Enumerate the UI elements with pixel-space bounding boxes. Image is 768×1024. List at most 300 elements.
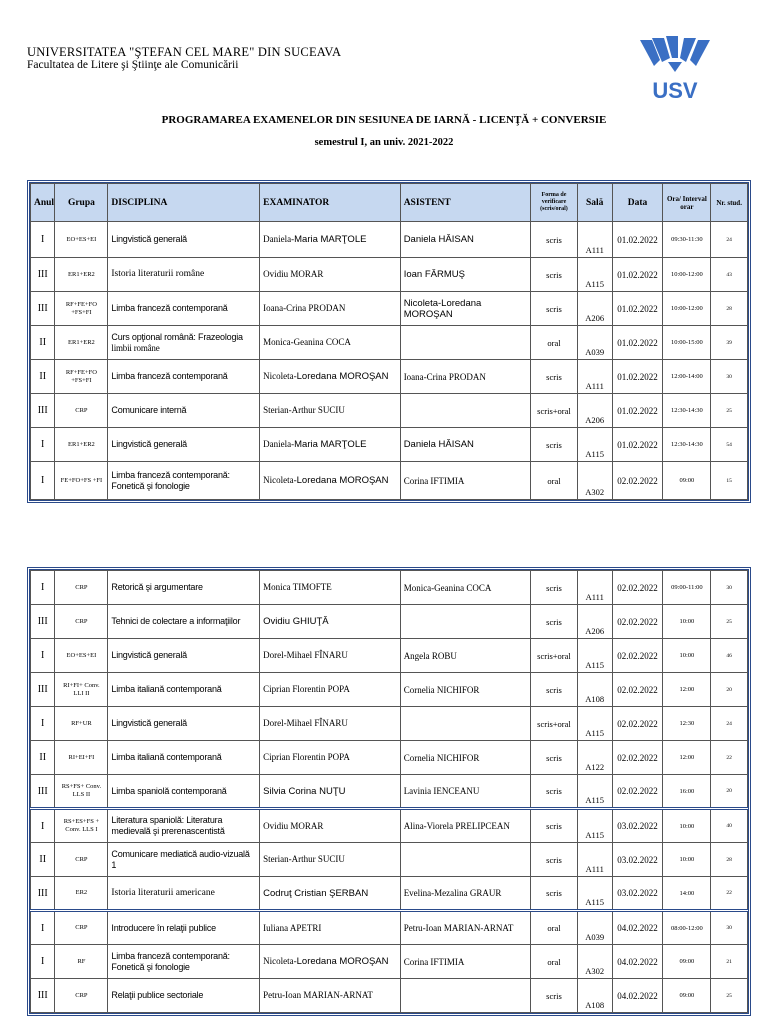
university-name: UNIVERSITATEA "ŞTEFAN CEL MARE" DIN SUCEAVA	[27, 45, 342, 59]
discipline-name: Lingvistică generală	[111, 718, 187, 728]
date-cell: 01.02.2022	[612, 326, 663, 360]
examiner-cell	[260, 326, 401, 360]
exam-form-cell: scris	[531, 673, 578, 707]
exam-form-cell: scris	[531, 877, 578, 911]
exam-form-cell: scris	[531, 292, 578, 326]
year-cell: III	[31, 979, 55, 1013]
students-cell: 40	[711, 809, 748, 843]
year-cell: II	[31, 843, 55, 877]
discipline-name-line2: Fonetică şi fonologie	[111, 961, 190, 972]
examiner-name-part: Maria MARŢOLE	[294, 234, 367, 245]
date-cell: 02.02.2022	[612, 775, 663, 809]
group-cell: RF+UR	[55, 707, 108, 741]
assistant-cell: Nicoleta-Loredana MOROŞAN	[400, 292, 530, 326]
date-cell: 01.02.2022	[612, 394, 663, 428]
examiner-cell	[260, 979, 401, 1013]
examiner-name-part: Ovidiu MORAR	[263, 269, 324, 279]
table-row	[31, 707, 748, 741]
exam-form-cell: scris	[531, 360, 578, 394]
discipline-name: Limba franceză contemporană	[111, 371, 228, 381]
table-row	[31, 741, 748, 775]
col-anul: Anul	[31, 184, 55, 222]
group-cell: CRP	[55, 571, 108, 605]
col-nr-stud: Nr. stud.	[711, 184, 748, 222]
discipline-name-line2: limbii române	[111, 342, 160, 353]
table-row	[31, 428, 748, 462]
exam-form-cell: oral	[531, 462, 578, 500]
table-row	[31, 911, 748, 945]
group-cell: ER1+ER2	[55, 428, 108, 462]
examiner-name-part: Monica-Geanina COCA	[263, 337, 351, 347]
group-cell: EO+ES+EI	[55, 639, 108, 673]
table-row	[31, 222, 748, 258]
assistant-cell	[400, 843, 530, 877]
students-cell: 24	[711, 707, 748, 741]
assistant-cell: Angela ROBU	[400, 639, 530, 673]
students-cell: 20	[711, 673, 748, 707]
room-cell: A111	[577, 843, 612, 877]
year-cell: I	[31, 571, 55, 605]
assistant-cell: Monica-Geanina COCA	[400, 571, 530, 605]
students-cell: 15	[711, 462, 748, 500]
time-cell: 10:00	[663, 809, 711, 843]
students-cell: 30	[711, 571, 748, 605]
discipline-name: Limba italiană contemporană	[111, 684, 222, 694]
examiner-cell	[260, 877, 401, 911]
time-cell: 12:30	[663, 707, 711, 741]
table-row	[31, 462, 748, 500]
discipline-cell	[108, 707, 260, 741]
group-cell: ER1+ER2	[55, 258, 108, 292]
discipline-cell	[108, 843, 260, 877]
students-cell: 22	[711, 741, 748, 775]
group-cell: RS+FS+ Conv. LLS II	[55, 775, 108, 809]
discipline-cell	[108, 741, 260, 775]
room-cell: A115	[577, 639, 612, 673]
examiner-cell	[260, 673, 401, 707]
students-cell: 46	[711, 639, 748, 673]
table-row	[31, 326, 748, 360]
assistant-cell: Cornelia NICHIFOR	[400, 741, 530, 775]
assistant-cell: Alina-Viorela PRELIPCEAN	[400, 809, 530, 843]
time-cell: 10:00-12:00	[663, 292, 711, 326]
discipline-name: Lingvistică generală	[111, 234, 187, 244]
students-cell: 39	[711, 326, 748, 360]
group-cell: RI+FI+ Conv. LLI II	[55, 673, 108, 707]
students-cell: 28	[711, 292, 748, 326]
discipline-name: Curs opţional română: Frazeologia	[111, 331, 243, 342]
group-cell: RF+FE+FO +FS+FI	[55, 292, 108, 326]
examiner-cell	[260, 292, 401, 326]
examiner-name-part: Iuliana APETRI	[263, 922, 322, 933]
assistant-cell: Cornelia NICHIFOR	[400, 673, 530, 707]
time-cell: 09:00	[663, 979, 711, 1013]
time-cell: 12:30-14:30	[663, 394, 711, 428]
time-cell: 09:00-11:00	[663, 571, 711, 605]
group-cell: CRP	[55, 394, 108, 428]
assistant-cell	[400, 979, 530, 1013]
discipline-name: Lingvistică generală	[111, 650, 187, 660]
table-row	[31, 360, 748, 394]
discipline-cell	[108, 809, 260, 843]
assistant-cell	[400, 394, 530, 428]
table-row	[31, 292, 748, 326]
col-grupa: Grupa	[55, 184, 108, 222]
discipline-name: Retorică şi argumentare	[111, 582, 203, 592]
year-cell: I	[31, 462, 55, 500]
time-cell: 10:00	[663, 843, 711, 877]
examiner-cell	[260, 222, 401, 258]
examiner-cell	[260, 911, 401, 945]
discipline-cell	[108, 428, 260, 462]
group-cell: CRP	[55, 843, 108, 877]
discipline-name: Comunicare mediatică audio-vizuală	[111, 848, 250, 859]
exam-form-cell: oral	[531, 945, 578, 979]
assistant-cell: Daniela HĂISAN	[400, 428, 530, 462]
examiner-name-part: Dorel-Mihael FÎNARU	[263, 650, 348, 660]
examiner-name-part: Ovidiu GHIUŢĂ	[263, 616, 329, 627]
discipline-cell	[108, 292, 260, 326]
room-cell: A115	[577, 428, 612, 462]
discipline-cell	[108, 258, 260, 292]
examiner-cell	[260, 258, 401, 292]
time-cell: 09:00	[663, 462, 711, 500]
assistant-cell: Daniela HĂISAN	[400, 222, 530, 258]
date-cell: 02.02.2022	[612, 707, 663, 741]
examiner-name-part: Loredana MOROŞAN	[296, 371, 389, 382]
discipline-name: Limba italiană contemporană	[111, 752, 222, 762]
time-cell: 10:00	[663, 639, 711, 673]
room-cell: A206	[577, 292, 612, 326]
date-cell: 04.02.2022	[612, 979, 663, 1013]
discipline-cell	[108, 360, 260, 394]
discipline-cell	[108, 462, 260, 500]
year-cell: I	[31, 428, 55, 462]
document-subtitle: semestrul I, an univ. 2021-2022	[314, 137, 454, 148]
year-cell: I	[31, 945, 55, 979]
discipline-name: Istoria literaturii române	[111, 269, 205, 279]
discipline-name-line2: medievală şi prerenascentistă	[111, 826, 225, 836]
year-cell: III	[31, 877, 55, 911]
examiner-name-part: Sterian-Arthur SUCIU	[263, 854, 345, 864]
time-cell: 12:00	[663, 673, 711, 707]
table-row	[31, 843, 748, 877]
examiner-cell	[260, 428, 401, 462]
room-cell: A115	[577, 707, 612, 741]
discipline-name: Limba franceză contemporană:	[111, 950, 230, 961]
table-row	[31, 605, 748, 639]
students-cell: 25	[711, 605, 748, 639]
group-cell: RS+ES+FS + Conv. LLS I	[55, 809, 108, 843]
exam-form-cell: scris	[531, 843, 578, 877]
discipline-cell	[108, 571, 260, 605]
exam-form-cell: scris	[531, 222, 578, 258]
examiner-name-part: Loredana MOROŞAN	[296, 956, 389, 967]
assistant-cell	[400, 605, 530, 639]
time-cell: 10:00	[663, 605, 711, 639]
year-cell: II	[31, 360, 55, 394]
date-cell: 03.02.2022	[612, 809, 663, 843]
examiner-cell	[260, 394, 401, 428]
examiner-name-part: Dorel-Mihael FÎNARU	[263, 718, 348, 728]
discipline-cell	[108, 673, 260, 707]
assistant-cell: Petru-Ioan MARIAN-ARNAT	[400, 911, 530, 945]
date-cell: 04.02.2022	[612, 911, 663, 945]
year-cell: III	[31, 258, 55, 292]
table-row	[31, 809, 748, 843]
room-cell: A115	[577, 877, 612, 911]
table-row	[31, 258, 748, 292]
table-row	[31, 775, 748, 809]
examiner-name-part: Nicoleta-	[263, 956, 297, 966]
group-cell: FE+FO+FS +FI	[55, 462, 108, 500]
discipline-cell	[108, 222, 260, 258]
discipline-name: Limba franceză contemporană:	[111, 469, 230, 480]
assistant-cell: Lavinia IENCEANU	[400, 775, 530, 809]
exam-form-cell: scris	[531, 605, 578, 639]
examiner-name-part: Codruţ Cristian ŞERBAN	[263, 887, 369, 899]
date-cell: 02.02.2022	[612, 673, 663, 707]
room-cell: A206	[577, 394, 612, 428]
date-cell: 01.02.2022	[612, 258, 663, 292]
assistant-cell	[400, 326, 530, 360]
room-cell: A206	[577, 605, 612, 639]
students-cell: 30	[711, 911, 748, 945]
examiner-name-part: Ciprian Florentin POPA	[263, 752, 350, 762]
year-cell: III	[31, 775, 55, 809]
examiner-name-part: Silvia Corina NUŢU	[263, 785, 346, 797]
group-cell: RI+EI+FI	[55, 741, 108, 775]
time-cell: 08:00-12:00	[663, 911, 711, 945]
year-cell: I	[31, 639, 55, 673]
discipline-name: Limba spaniolă contemporană	[111, 785, 227, 796]
discipline-cell	[108, 394, 260, 428]
examiner-cell	[260, 360, 401, 394]
col-asistent: ASISTENT	[400, 184, 530, 222]
table-row	[31, 673, 748, 707]
examiner-name-part: Nicoleta-	[263, 371, 297, 381]
discipline-cell	[108, 639, 260, 673]
date-cell: 01.02.2022	[612, 292, 663, 326]
assistant-cell: Corina IFTIMIA	[400, 945, 530, 979]
date-cell: 02.02.2022	[612, 639, 663, 673]
room-cell: A122	[577, 741, 612, 775]
col-disciplina: DISCIPLINA	[108, 184, 260, 222]
examiner-name-part: Ciprian Florentin POPA	[263, 684, 350, 694]
examiner-cell	[260, 571, 401, 605]
letterhead	[27, 45, 341, 72]
students-cell: 24	[711, 222, 748, 258]
discipline-name: Tehnici de colectare a informaţiilor	[111, 616, 241, 626]
exam-form-cell: oral	[531, 326, 578, 360]
date-cell: 02.02.2022	[612, 462, 663, 500]
year-cell: II	[31, 326, 55, 360]
examiner-cell	[260, 605, 401, 639]
usv-logo-icon	[638, 36, 712, 100]
room-cell: A108	[577, 979, 612, 1013]
time-cell: 10:00-12:00	[663, 258, 711, 292]
group-cell: CRP	[55, 911, 108, 945]
exam-form-cell: scris	[531, 741, 578, 775]
exam-form-cell: scris	[531, 775, 578, 809]
exam-form-cell: scris	[531, 428, 578, 462]
year-cell: III	[31, 394, 55, 428]
date-cell: 02.02.2022	[612, 571, 663, 605]
date-cell: 01.02.2022	[612, 222, 663, 258]
discipline-name: Comunicare internă	[111, 405, 187, 415]
students-cell: 25	[711, 394, 748, 428]
group-cell: CRP	[55, 979, 108, 1013]
discipline-name-line2: Fonetică şi fonologie	[111, 480, 190, 491]
room-cell: A111	[577, 360, 612, 394]
room-cell: A108	[577, 673, 612, 707]
students-cell: 43	[711, 258, 748, 292]
examiner-name-part: Petru-Ioan MARIAN-ARNAT	[263, 990, 373, 1000]
svg-text:USV: USV	[652, 78, 698, 100]
examiner-name-part: Monica TIMOFTE	[263, 582, 332, 592]
exam-form-cell: scris+oral	[531, 639, 578, 673]
examiner-name-part: Ovidiu MORAR	[263, 820, 324, 831]
date-cell: 01.02.2022	[612, 428, 663, 462]
time-cell: 10:00-15:00	[663, 326, 711, 360]
discipline-cell	[108, 605, 260, 639]
time-cell: 14:00	[663, 877, 711, 911]
exam-form-cell: scris	[531, 809, 578, 843]
examiner-cell	[260, 945, 401, 979]
time-cell: 09:00	[663, 945, 711, 979]
group-cell: EO+ES+EI	[55, 222, 108, 258]
table-row	[31, 571, 748, 605]
students-cell: 22	[711, 877, 748, 911]
exam-form-cell: oral	[531, 911, 578, 945]
date-cell: 02.02.2022	[612, 605, 663, 639]
discipline-name: Lingvistică generală	[111, 439, 187, 449]
discipline-name: Limba franceză contemporană	[111, 303, 228, 313]
examiner-name-part: Loredana MOROŞAN	[296, 475, 389, 486]
exam-form-cell: scris	[531, 571, 578, 605]
col-data: Data	[612, 184, 663, 222]
year-cell: III	[31, 673, 55, 707]
table-header-row	[31, 184, 748, 222]
examiner-cell	[260, 462, 401, 500]
group-cell: CRP	[55, 605, 108, 639]
assistant-cell	[400, 707, 530, 741]
room-cell: A115	[577, 258, 612, 292]
year-cell: I	[31, 911, 55, 945]
discipline-cell	[108, 979, 260, 1013]
date-cell: 04.02.2022	[612, 945, 663, 979]
room-cell: A111	[577, 222, 612, 258]
discipline-name-line2: 1	[111, 859, 117, 870]
room-cell: A302	[577, 945, 612, 979]
room-cell: A115	[577, 809, 612, 843]
table-row	[31, 877, 748, 911]
discipline-cell	[108, 945, 260, 979]
examiner-name-part: Sterian-Arthur SUCIU	[263, 405, 345, 415]
document-title: PROGRAMAREA EXAMENELOR DIN SESIUNEA DE IARNĂ - LICENŢĂ + CONVERSIE	[161, 114, 607, 126]
room-cell: A039	[577, 911, 612, 945]
date-cell: 03.02.2022	[612, 877, 663, 911]
discipline-cell	[108, 911, 260, 945]
discipline-cell	[108, 877, 260, 911]
exam-form-cell: scris+oral	[531, 394, 578, 428]
year-cell: III	[31, 605, 55, 639]
col-examinator: EXAMINATOR	[260, 184, 401, 222]
examiner-name-part: Daniela-	[263, 234, 295, 244]
group-cell: RF+FE+FO +FS+FI	[55, 360, 108, 394]
date-cell: 01.02.2022	[612, 360, 663, 394]
year-cell: I	[31, 222, 55, 258]
exam-form-cell: scris	[531, 258, 578, 292]
students-cell: 28	[711, 843, 748, 877]
group-cell: RF	[55, 945, 108, 979]
examiner-cell	[260, 707, 401, 741]
examiner-name-part: Nicoleta-	[263, 475, 297, 485]
students-cell: 25	[711, 979, 748, 1013]
time-cell: 09:30-11:30	[663, 222, 711, 258]
examiner-name-part: Maria MARŢOLE	[294, 439, 367, 450]
table-row	[31, 945, 748, 979]
examiner-cell	[260, 775, 401, 809]
time-cell: 12:30-14:30	[663, 428, 711, 462]
examiner-name-part: Daniela-	[263, 439, 295, 449]
group-cell: ER1+ER2	[55, 326, 108, 360]
assistant-cell: Corina IFTIMIA	[400, 462, 530, 500]
col-sala: Sală	[577, 184, 612, 222]
students-cell: 30	[711, 360, 748, 394]
date-cell: 03.02.2022	[612, 843, 663, 877]
examiner-cell	[260, 843, 401, 877]
table-row	[31, 979, 748, 1013]
date-cell: 02.02.2022	[612, 741, 663, 775]
discipline-name: Introducere în relaţii publice	[111, 922, 216, 933]
discipline-name: Relaţii publice sectoriale	[111, 990, 204, 1000]
discipline-cell	[108, 326, 260, 360]
assistant-cell: Evelina-Mezalina GRAUR	[400, 877, 530, 911]
group-cell: ER2	[55, 877, 108, 911]
table-row	[31, 394, 748, 428]
year-cell: III	[31, 292, 55, 326]
exam-table-2	[27, 567, 751, 1016]
year-cell: II	[31, 741, 55, 775]
discipline-cell	[108, 775, 260, 809]
room-cell: A302	[577, 462, 612, 500]
col-forma: Forma de verificare (scris/oral)	[531, 184, 578, 222]
time-cell: 12:00-14:00	[663, 360, 711, 394]
exam-form-cell: scris	[531, 979, 578, 1013]
discipline-name: Istoria literaturii americane	[111, 887, 215, 898]
room-cell: A039	[577, 326, 612, 360]
exam-table-1	[27, 180, 751, 503]
time-cell: 12:00	[663, 741, 711, 775]
exam-form-cell: scris+oral	[531, 707, 578, 741]
students-cell: 20	[711, 775, 748, 809]
students-cell: 54	[711, 428, 748, 462]
discipline-name: Literatura spaniolă: Literatura	[111, 815, 223, 825]
room-cell: A115	[577, 775, 612, 809]
assistant-cell: Ioan FĂRMUŞ	[400, 258, 530, 292]
examiner-cell	[260, 809, 401, 843]
col-ora: Ora/ Interval orar	[663, 184, 711, 222]
examiner-name-part: Ioana-Crina PRODAN	[263, 303, 346, 313]
table-row	[31, 639, 748, 673]
faculty-name: Facultatea de Litere şi Ştiinţe ale Comunicării	[27, 59, 239, 71]
room-cell: A111	[577, 571, 612, 605]
examiner-cell	[260, 639, 401, 673]
time-cell: 16:00	[663, 775, 711, 809]
examiner-cell	[260, 741, 401, 775]
year-cell: I	[31, 809, 55, 843]
